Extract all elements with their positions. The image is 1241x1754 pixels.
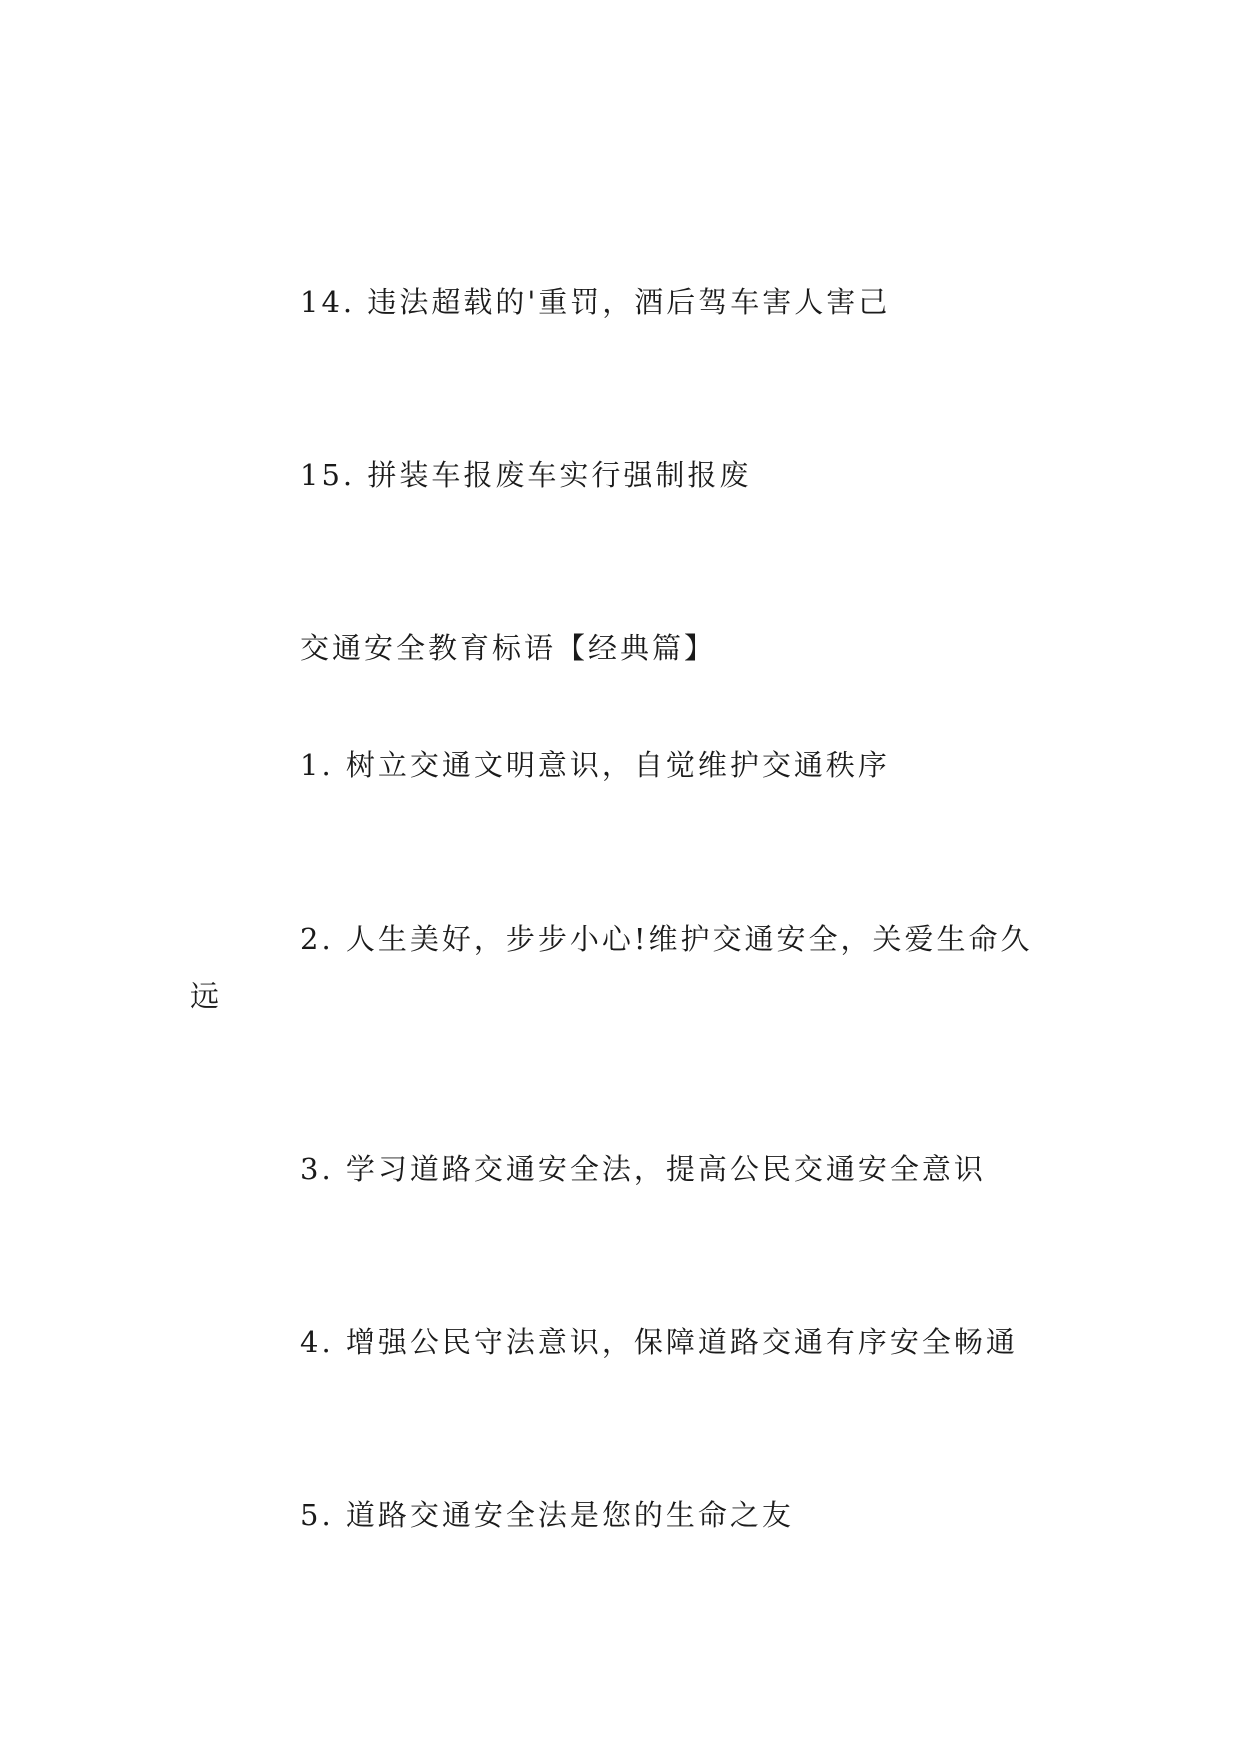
- slogan-item-1: 1. 树立交通文明意识，自觉维护交通秩序: [300, 748, 890, 782]
- slogan-item-3: 3. 学习道路交通安全法，提高公民交通安全意识: [300, 1152, 986, 1186]
- slogan-item-14: 14. 违法超载的'重罚，酒后驾车害人害己: [300, 285, 891, 319]
- slogan-item-2-continuation: 远: [190, 979, 223, 1013]
- slogan-item-5: 5. 道路交通安全法是您的生命之友: [300, 1498, 794, 1532]
- slogan-item-4: 4. 增强公民守法意识，保障道路交通有序安全畅通: [300, 1325, 1018, 1359]
- slogan-item-2: 2. 人生美好，步步小心!维护交通安全，关爱生命久: [300, 922, 1033, 956]
- section-heading: 交通安全教育标语【经典篇】: [300, 631, 717, 665]
- slogan-item-15: 15. 拼装车报废车实行强制报废: [300, 458, 752, 492]
